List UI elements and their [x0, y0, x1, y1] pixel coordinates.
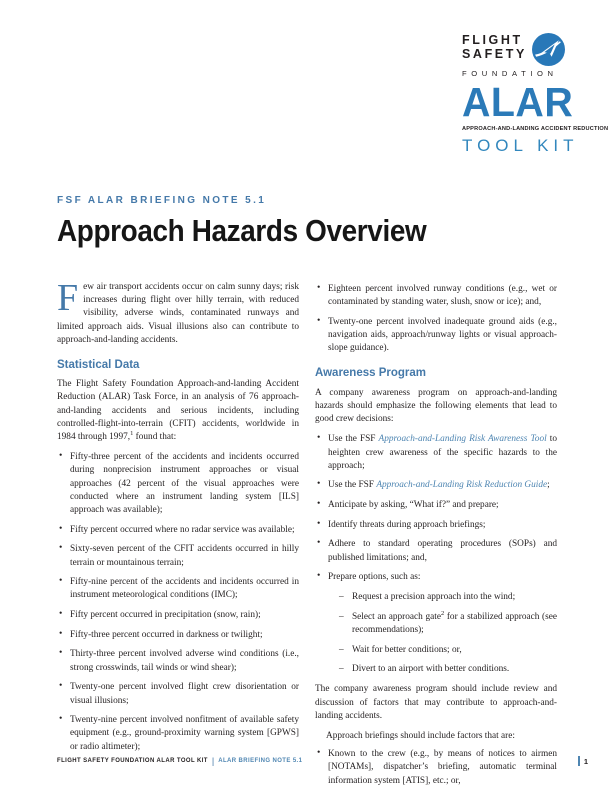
list-item: • Twenty-nine percent involved nonfitment of available safety equipment (e.g., ground-proximity warning system [GPWS] or radio altimeter);	[57, 714, 299, 754]
sub-list-item: – Request a precision approach into the wind;	[339, 591, 557, 604]
list-item: • Thirty-three percent involved adverse wind conditions (i.e., strong crosswinds, tail winds or wind shear);	[57, 648, 299, 674]
left-column	[57, 277, 299, 792]
drop-cap: F	[57, 277, 79, 319]
reference-risk-awareness-tool: Approach-and-Landing Risk Awareness Tool	[378, 434, 547, 445]
list-item: • Use the FSF Approach-and-Landing Risk Awareness Tool to heighten crew awareness of the specific hazards to the approach;	[315, 433, 557, 473]
footnote-ref-2: 2	[440, 609, 445, 617]
list-item: • Fifty-three percent occurred in darkness or twilight;	[57, 629, 299, 642]
list-item: • Prepare options, such as: – Request a precision approach into the wind; – Select an approach gate$^2$ for a stabilized approach (see recommendations); – Wait for better conditions; or, – Divert to an airport with better conditions.	[315, 571, 557, 676]
page-number: 1	[583, 756, 588, 766]
awareness-bullet-list	[315, 433, 557, 676]
list-item: • Adhere to standard operating procedures (SOPs) and published limitations; and,	[315, 538, 557, 564]
footer-briefing-note: ALAR BRIEFING NOTE 5.1	[218, 758, 303, 764]
awareness-paragraph: A company awareness program on approach-and-landing hazards should emphasize the following elements that lead to good crew decisions:	[315, 387, 557, 425]
page-footer	[57, 756, 588, 766]
statistical-bullet-list	[57, 451, 299, 754]
prepare-options-sublist	[328, 591, 557, 676]
fsf-brand	[462, 34, 580, 66]
statistical-bullet-list-continued	[315, 283, 557, 355]
sub-list-item: – Wait for better conditions; or,	[339, 644, 557, 657]
briefing-note-kicker: FSF ALAR BRIEFING NOTE 5.1	[57, 195, 267, 206]
list-item: • Fifty percent occurred where no radar service was available;	[57, 524, 299, 537]
footer-brand: FLIGHT SAFETY FOUNDATION ALAR TOOL KIT	[57, 758, 208, 764]
page-number-bar	[578, 756, 580, 766]
footer-separator: |	[211, 755, 215, 766]
brand-safety: SAFETY	[462, 46, 527, 61]
briefing-bullet-list	[315, 748, 557, 788]
section-heading-awareness-program: Awareness Program	[315, 367, 427, 380]
fsf-alar-logo	[462, 33, 609, 156]
reference-risk-reduction-guide: Approach-and-Landing Risk Reduction Guide	[376, 480, 548, 491]
list-item: • Fifty-three percent of the accidents and incidents occurred during nonprecision instrument approaches or visual approaches (42 percent of the visual approaches were conducted where an instrument landing system [ILS] approach was available);	[57, 451, 299, 517]
list-item: • Anticipate by asking, “What if?” and prepare;	[315, 499, 557, 512]
section-heading-statistical-data: Statistical Data	[57, 358, 140, 371]
footnote-ref-1: 1	[130, 429, 134, 437]
title-block	[57, 195, 517, 249]
alar-wordmark: ALAR	[462, 79, 574, 125]
toolkit-wordmark: TOOL KIT	[462, 136, 579, 155]
list-item: • Known to the crew (e.g., by means of notices to airmen [NOTAMs], dispatcher’s briefing, automatic terminal information system [ATIS], etc.; or,	[315, 748, 557, 788]
sub-list-item: – Divert to an airport with better conditions.	[339, 663, 557, 676]
brand-foundation: FOUNDATION	[462, 69, 558, 78]
list-item: • Fifty percent occurred in precipitation (snow, rain);	[57, 609, 299, 622]
brand-flight: FLIGHT	[462, 33, 523, 47]
body-columns	[57, 277, 557, 792]
right-column	[315, 281, 557, 792]
list-item: • Use the FSF Approach-and-Landing Risk Reduction Guide;	[315, 479, 557, 492]
sub-list-item: – Select an approach gate$^2$ for a stabilized approach (see recommendations);	[339, 611, 557, 637]
list-item: • Sixty-seven percent of the CFIT accidents occurred in hilly terrain or mountainous terrain;	[57, 543, 299, 569]
alar-subtitle: APPROACH-AND-LANDING ACCIDENT REDUCTION	[462, 126, 609, 132]
awareness-closing-paragraph: The company awareness program should include review and discussion of factors that may contribute to approach-and-landing accidents.	[315, 684, 557, 721]
list-item: • Fifty-nine percent of the accidents and incidents occurred in instrument meteorological conditions (IMC);	[57, 576, 299, 602]
list-item: • Identify threats during approach briefings;	[315, 519, 557, 532]
list-item: • Twenty-one percent involved inadequate ground aids (e.g., navigation aids, approach/runway lights or visual approach-slope guidance).	[315, 316, 557, 356]
list-item: • Twenty-one percent involved flight crew disorientation or visual illusions;	[57, 681, 299, 707]
list-item: • Eighteen percent involved runway conditions (e.g., wet or contaminated by standing water, slush, snow or ice); and,	[315, 283, 557, 309]
airplane-circle-icon	[532, 33, 565, 66]
statistical-paragraph: The Flight Safety Foundation Approach-and-landing Accident Reduction (ALAR) Task Force, in an analysis of 76 approach-and-landing accidents and serious incidents, including controlled-flight-into-terrain (CFIT) accidents, worldwide in 1984 through 1997,$^1$ found that:	[57, 379, 299, 443]
briefing-intro-paragraph: Approach briefings should include factors that are:	[326, 731, 515, 742]
intro-paragraph: Few air transport accidents occur on calm sunny days; risk increases during flight over hilly terrain, with reduced visibility, adverse winds, contaminated runways and limited approach aids. Visual illusions also can contribute to approach-and-landing accidents.	[57, 277, 299, 345]
page-title: Approach Hazards Overview	[57, 213, 427, 248]
